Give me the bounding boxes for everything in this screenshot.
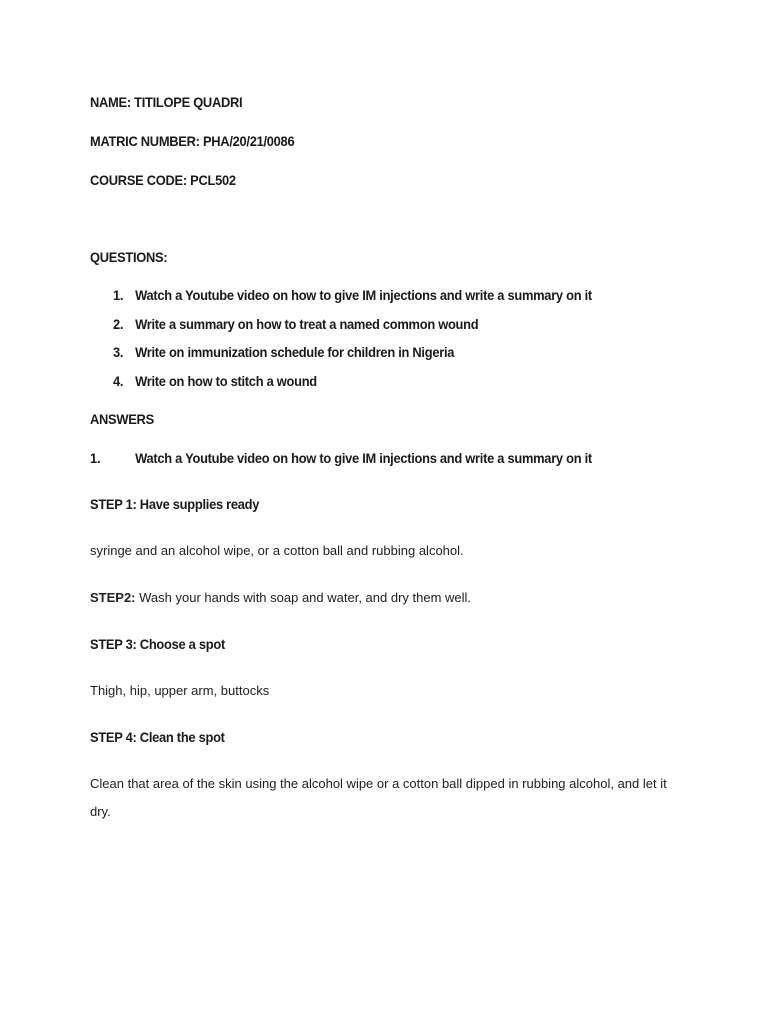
questions-heading: QUESTIONS:	[90, 249, 168, 265]
step1-title: STEP 1: Have supplies ready	[90, 496, 260, 512]
answer-number: 1.	[90, 450, 101, 466]
question-text: Write on how to stitch a wound	[135, 373, 317, 389]
answer-question-text: Watch a Youtube video on how to give IM injections and write a summary on it	[135, 450, 592, 466]
step3-title: STEP 3: Choose a spot	[90, 636, 225, 652]
question-item	[113, 314, 478, 334]
question-item	[113, 285, 592, 305]
course-code: COURSE CODE: PCL502	[90, 172, 236, 188]
answers-heading: ANSWERS	[90, 411, 154, 427]
question-number: 3.	[113, 344, 124, 360]
step1-text: syringe and an alcohol wipe, or a cotton ball and rubbing alcohol.	[90, 543, 464, 558]
question-item	[113, 342, 454, 362]
question-text: Write on immunization schedule for children in Nigeria	[135, 344, 455, 360]
question-number: 4.	[113, 373, 124, 389]
question-number: 2.	[113, 316, 124, 332]
step4-text: Clean that area of the skin using the alcohol wipe or a cotton ball dipped in rubbing alcohol, and let it dry.	[90, 776, 667, 819]
matric-number: MATRIC NUMBER: PHA/20/21/0086	[90, 133, 295, 149]
step4-title: STEP 4: Clean the spot	[90, 729, 225, 745]
student-name: NAME: TITILOPE QUADRI	[90, 94, 243, 110]
step2-label: STEP2:	[90, 590, 136, 605]
question-text: Watch a Youtube video on how to give IM injections and write a summary on it	[135, 287, 592, 303]
question-text: Write a summary on how to treat a named common wound	[135, 316, 479, 332]
step2-paragraph	[90, 588, 471, 608]
answer-item-heading	[90, 448, 592, 468]
step2-text: Wash your hands with soap and water, and dry them well.	[135, 590, 472, 605]
question-item	[113, 371, 317, 391]
question-number: 1.	[113, 287, 124, 303]
step3-text: Thigh, hip, upper arm, buttocks	[90, 683, 270, 698]
